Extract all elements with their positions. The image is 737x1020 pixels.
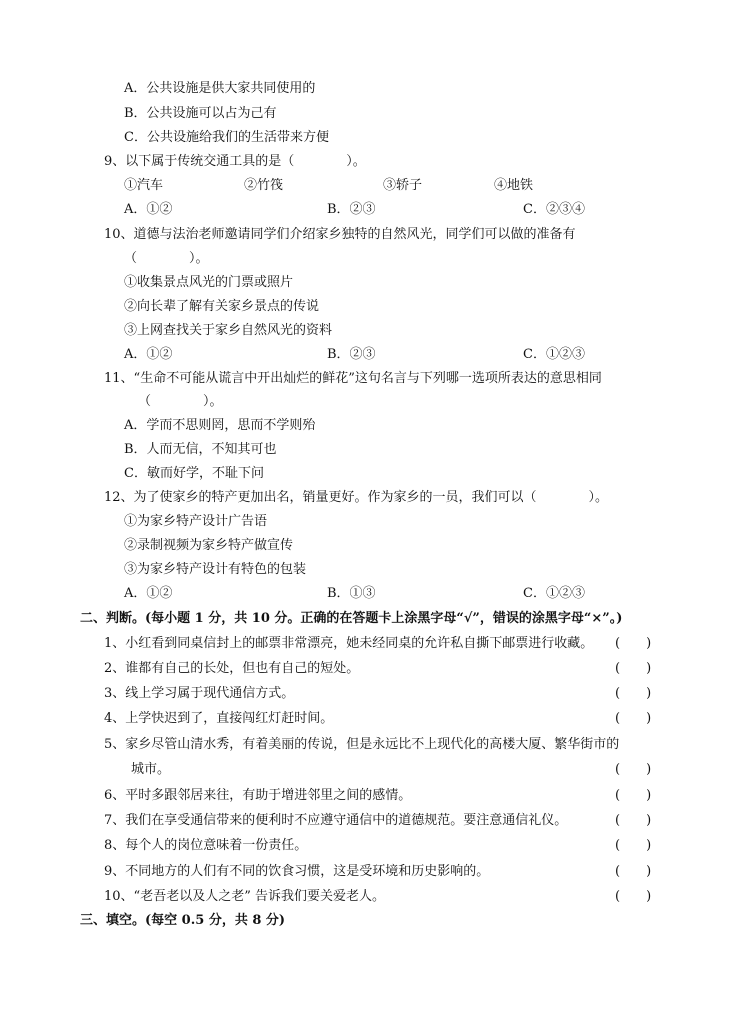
tf-item-7: 7、我们在享受通信带来的便利时不应遵守通信中的道德规范。要注意通信礼仪。 — [104, 813, 568, 828]
q12-choice-c: C．①②③ — [523, 586, 585, 601]
tf-answer-paren-4: ( ) — [615, 711, 652, 726]
tf-answer-paren-6: ( ) — [615, 788, 652, 803]
section3-heading: 三、填空。(每空 0.5 分，共 8 分) — [80, 913, 286, 928]
q10-item-3: ③上网查找关于家乡自然风光的资料 — [124, 323, 333, 338]
tf-answer-paren-1: ( ) — [615, 636, 652, 651]
q12-item-3: ③为家乡特产设计有特色的包装 — [124, 562, 307, 577]
q9-choice-a: A．①② — [124, 202, 173, 217]
tf-item-10: 10、“老吾老以及人之老” 告诉我们要关爱老人。 — [104, 889, 385, 904]
q12-item-2: ②录制视频为家乡特产做宣传 — [124, 538, 294, 553]
q12-choice-b: B．①③ — [327, 586, 376, 601]
q12-item-1: ①为家乡特产设计广告语 — [124, 514, 268, 529]
q11-option-a: A．学而不思则罔，思而不学则殆 — [124, 418, 316, 433]
tf-item-8: 8、每个人的岗位意味着一份责任。 — [104, 838, 308, 853]
tf-item-1: 1、小红看到同桌信封上的邮票非常漂亮，她未经同桌的允许私自撕下邮票进行收藏。 — [104, 636, 594, 651]
q11-stem-line2: （ ）。 — [138, 394, 223, 409]
tf-item-4: 4、上学快迟到了，直接闯红灯赶时间。 — [104, 711, 334, 726]
q10-stem-line2: （ ）。 — [124, 251, 209, 266]
q10-choice-b: B．②③ — [327, 347, 376, 362]
tf-item-3: 3、线上学习属于现代通信方式。 — [104, 686, 295, 701]
tf-answer-paren-9: ( ) — [615, 864, 652, 879]
q8-option-b: B．公共设施可以占为己有 — [124, 106, 277, 121]
q11-option-b: B．人而无信，不知其可也 — [124, 442, 277, 457]
q9-item-4: ④地铁 — [494, 178, 534, 193]
q11-stem-line1: 11、“生命不可能从谎言中开出灿烂的鲜花”这句名言与下列哪一选项所表达的意思相同 — [104, 371, 602, 386]
tf-answer-paren-10: ( ) — [615, 889, 652, 904]
tf-answer-paren-7: ( ) — [615, 813, 652, 828]
q9-item-1: ①汽车 — [124, 178, 164, 193]
q9-choice-b: B．②③ — [327, 202, 376, 217]
q9-item-3: ③轿子 — [383, 178, 423, 193]
q11-option-c: C．敏而好学，不耻下问 — [124, 466, 264, 481]
tf-item-6: 6、平时多跟邻居来往，有助于增进邻里之间的感情。 — [104, 788, 412, 803]
tf-item-5-line2: 城市。 — [131, 762, 171, 777]
q9-item-2: ②竹筏 — [244, 178, 284, 193]
q10-choice-a: A．①② — [124, 347, 173, 362]
tf-answer-paren-2: ( ) — [615, 661, 652, 676]
q10-stem-line1: 10、道德与法治老师邀请同学们介绍家乡独特的自然风光，同学们可以做的准备有 — [104, 227, 576, 242]
q8-option-a: A．公共设施是供大家共同使用的 — [124, 81, 316, 96]
q8-option-c: C．公共设施给我们的生活带来方便 — [124, 130, 329, 145]
q10-choice-c: C．①②③ — [523, 347, 585, 362]
q9-choice-c: C．②③④ — [523, 202, 585, 217]
tf-answer-paren-3: ( ) — [615, 686, 652, 701]
section2-heading: 二、判断。(每小题 1 分，共 10 分。正确的在答题卡上涂黑字母“√”，错误的涂黑字母“×”。) — [80, 611, 623, 626]
q10-item-1: ①收集景点风光的门票或照片 — [124, 275, 294, 290]
q10-item-2: ②向长辈了解有关家乡景点的传说 — [124, 299, 320, 314]
q12-stem: 12、为了使家乡的特产更加出名，销量更好。作为家乡的一员，我们可以（ ）。 — [104, 490, 609, 505]
tf-item-2: 2、谁都有自己的长处，但也有自己的短处。 — [104, 661, 360, 676]
tf-answer-paren-8: ( ) — [615, 838, 652, 853]
tf-item-9: 9、不同地方的人们有不同的饮食习惯，这是受环境和历史影响的。 — [104, 864, 490, 879]
q9-stem: 9、以下属于传统交通工具的是（ ）。 — [104, 154, 366, 169]
q12-choice-a: A．①② — [124, 586, 173, 601]
tf-answer-paren-5: ( ) — [615, 762, 652, 777]
tf-item-5-line1: 5、家乡尽管山清水秀，有着美丽的传说，但是永远比不上现代化的高楼大厦、繁华街市的 — [104, 737, 620, 752]
